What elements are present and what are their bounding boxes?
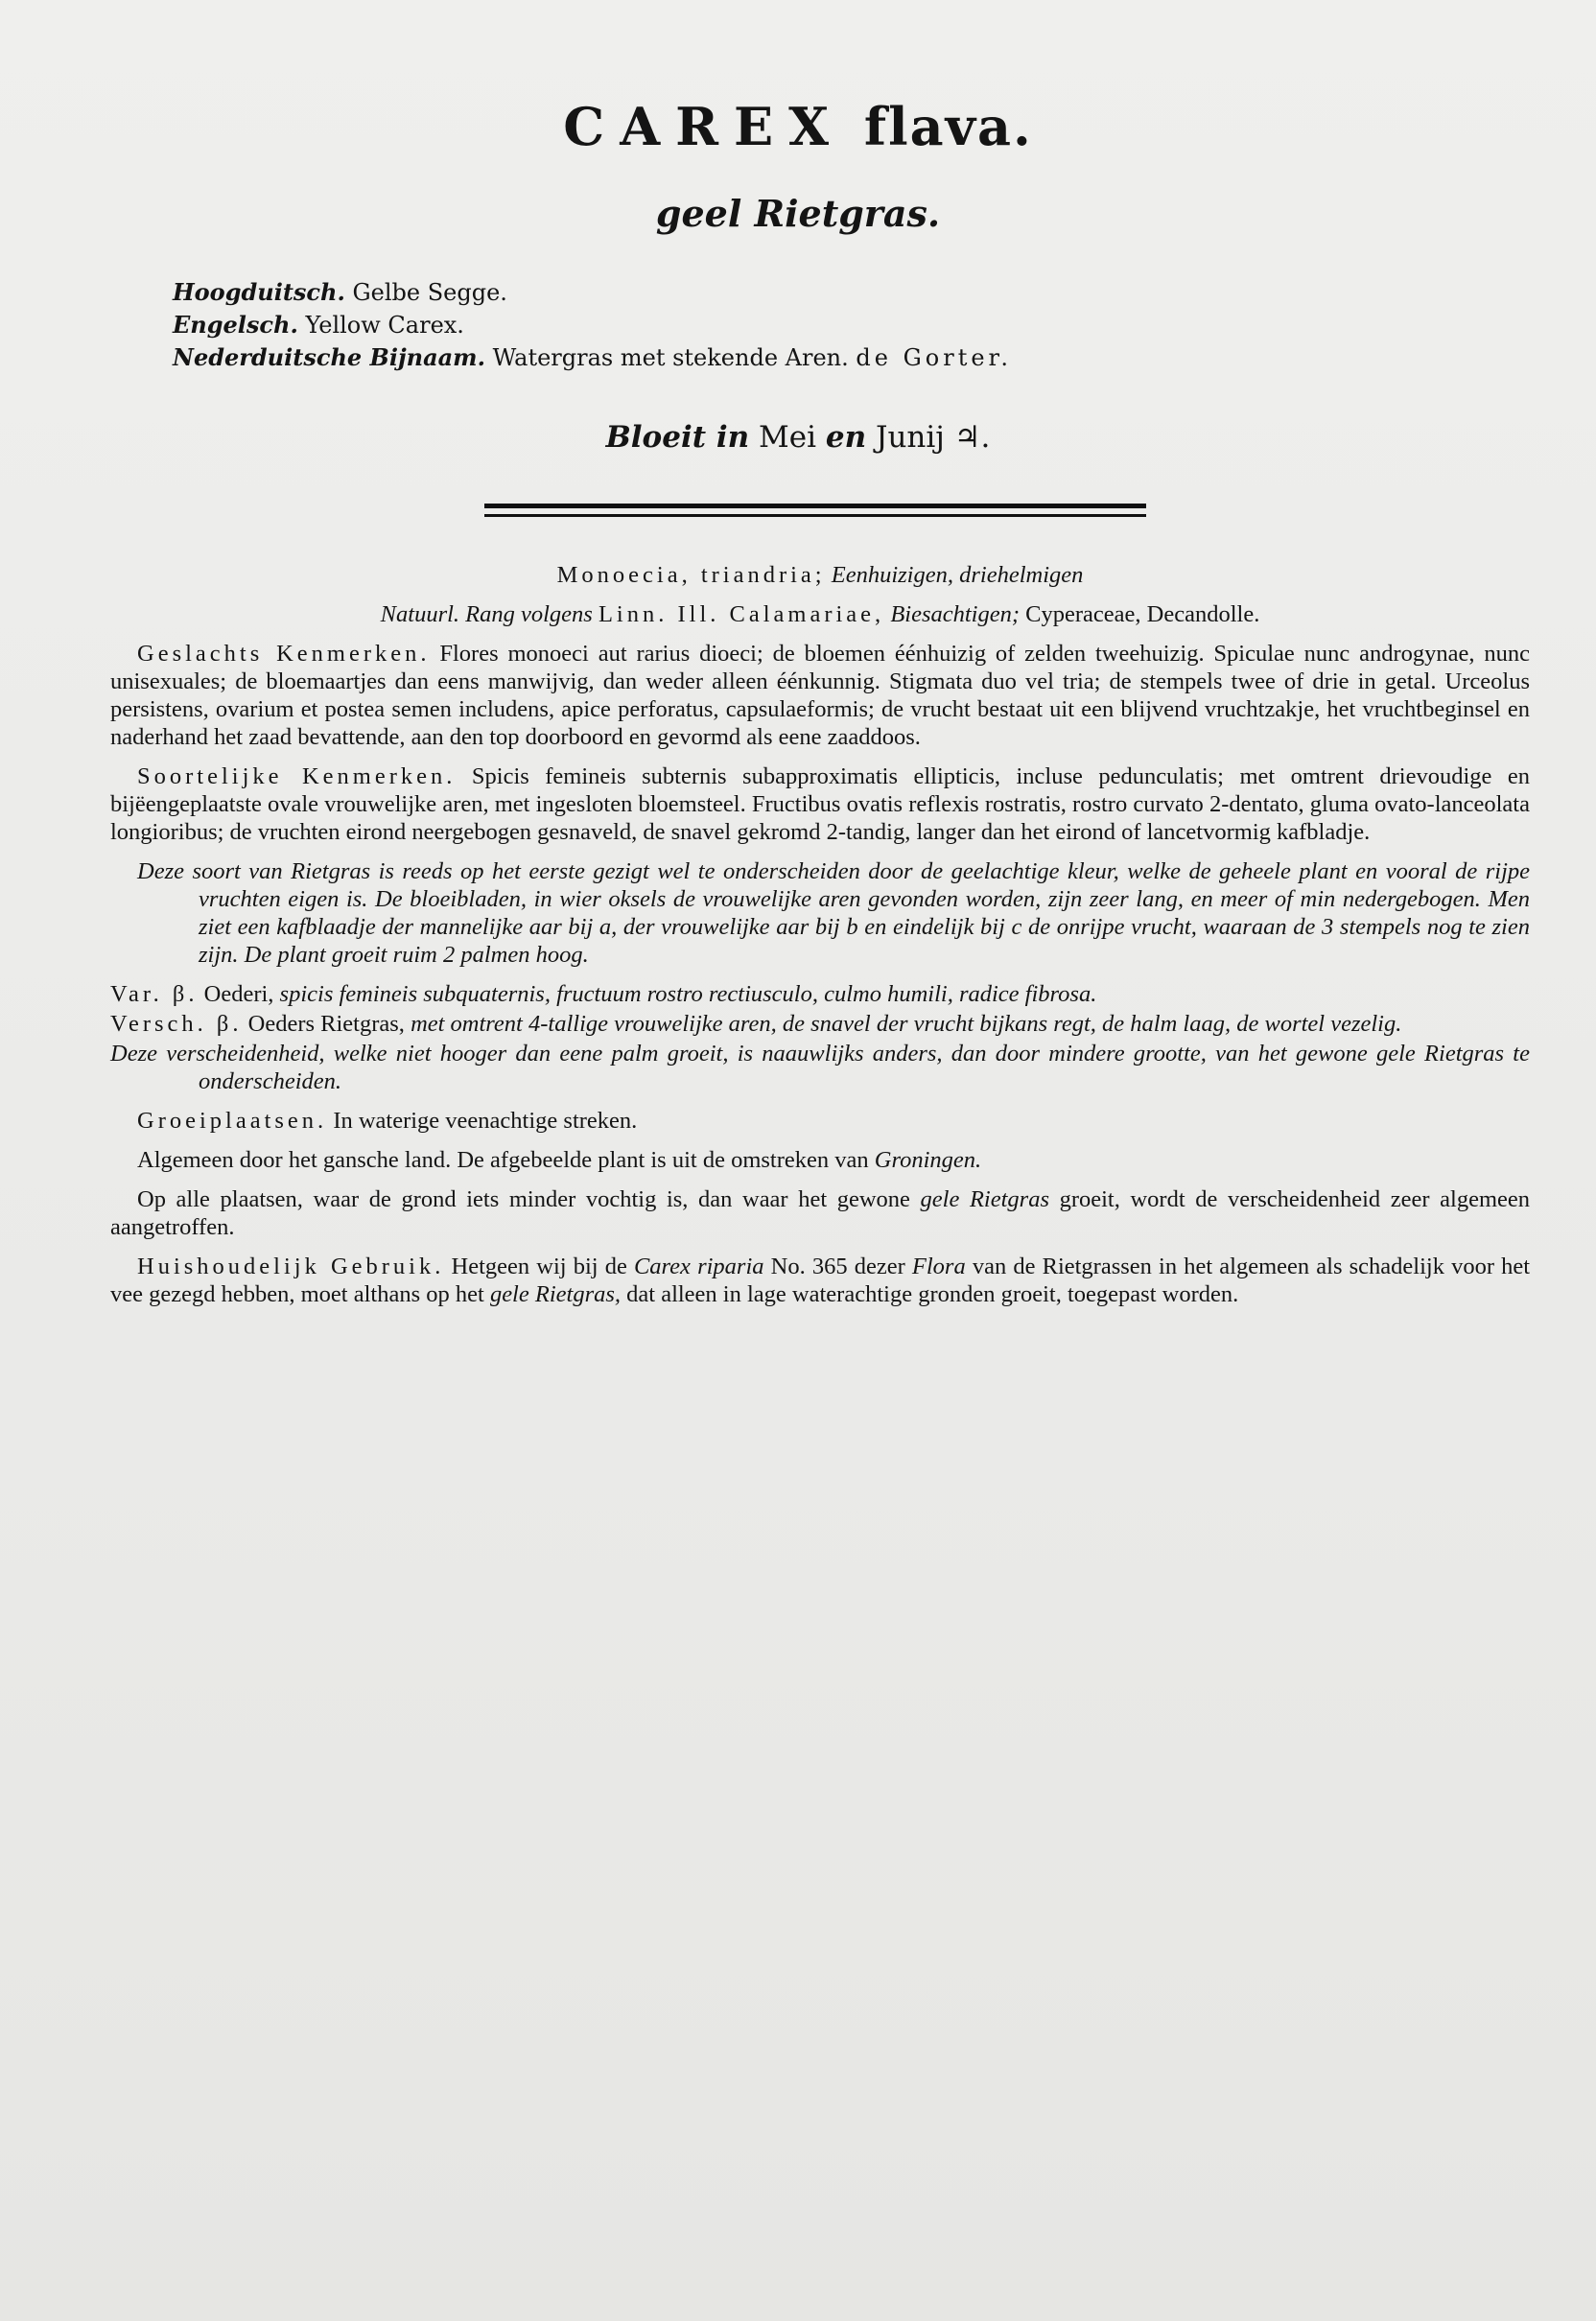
distribution: Algemeen door het gansche land. De afgebeelde plant is uit de omstreken van Groningen. [137,1147,982,1173]
divider-rule [484,504,1146,508]
variety-note: Deze verscheidenheid, welke niet hooger dan eene palm groeit, is naauwlijks anders, dan door mindere grootte, van het gewone gele Rietgras te onderscheiden. [110,1041,1530,1094]
vernacular-names [173,276,1012,374]
name-row [173,309,1012,341]
perennial-symbol: ♃. [953,420,991,455]
bloom-prefix: Bloeit in [605,420,750,455]
section-label: Geslachts Kenmerken. [137,641,431,667]
genus-characters: Geslachts Kenmerken. Flores monoeci aut rarius dioeci; de bloemen éénhuizig of zelden tweehuizig. Spiculae nunc androgynae, nunc unisexuales; de bloemaartjes dan eens manwijvig, dan weder alleen éénkunnig. Stigmata duo vel tria; de stempels twee of drie in getal. Urceolus persistens, ovarium et postea semen includens, apice perforatus, capsulaeformis; de vrucht bestaat uit een blijvend vruchtzakje, het vruchtbeginsel en naderhand het zaad bevattende, aan den top doorboord en gevormd als eene zaaddoos. [110,641,1531,750]
species-description: Deze soort van Rietgras is reeds op het eerste gezigt wel te onderscheiden door de geelachtige kleur, welke de geheele plant en vooral de rijpe vruchten eigen is. De bloeibladen, in wier oksels de vrouwelijke aren gevonden worden, zijn zeer lang, en meer of min nedergebogen. Men ziet een kafblaadje der mannelijke aar bij a, der vrouwelijke aar bij b en eindelijk bij c de onrijpe vrucht, waaraan de 3 stempels nog te zien zijn. De plant groeit ruim 2 palmen hoog. [137,858,1530,968]
language-label: Nederduitsche Bijnaam. [173,343,485,371]
genus-name: CAREX [563,96,845,157]
description-body [110,561,1530,1320]
classification-line-1: Monoecia, triandria; Eenhuizigen, driehelmigen [556,562,1084,588]
section-label: Groeiplaatsen. [137,1108,328,1134]
species-characters: Soortelijke Kenmerken. Spicis femineis subternis subapproximatis ellipticis, incluse pedunculatis; met omtrent drievoudige en bijëengeplaatste ovale vrouwelijke aren, met ingesloten bloemsteel. Fructibus ovatis reflexis rostratis, rostro curvato 2-dentato, gluma ovato-lanceolata longioribus; de vruchten eirond neergebogen gesnaveld, de snavel gekromd 2-tandig, langer dan het eirond of lancetvormig kafbladje. [110,763,1530,845]
author-name: de Gorter. [856,344,1013,371]
common-name: geel Rietgras. [655,192,941,235]
language-label: Engelsch. [173,311,298,339]
variety-latin: Var. β. Oederi, spicis femineis subquaternis, fructuum rostro rectiusculo, culmo humili, radice fibrosa. [110,981,1097,1007]
habitat: Groeiplaatsen. In waterige veenachtige streken. [137,1108,638,1134]
classification-line-2: Natuurl. Rang volgens Linn. Ill. Calamariae, Biesachtigen; Cyperaceae, Decandolle. [380,601,1260,627]
bloom-period [0,420,1596,455]
section-label: Huishoudelijk Gebruik. [137,1254,445,1279]
name-row [173,276,1012,309]
page-title [0,96,1596,157]
section-label: Soortelijke Kenmerken. [137,763,457,789]
divider-rule [484,514,1146,517]
bloom-month-2: Junij [876,420,945,455]
species-name: flava. [863,96,1033,157]
language-label: Hoogduitsch. [173,278,345,306]
variety-dutch: Versch. β. Oeders Rietgras, met omtrent 4-tallige vrouwelijke aren, de snavel der vrucht bijkans regt, de halm laag, de wortel vezelig. [110,1011,1402,1037]
economic-use: Huishoudelijk Gebruik. Hetgeen wij bij de Carex riparia No. 365 dezer Flora van de Rietgrassen in het algemeen als schadelijk voor het vee gezegd hebben, moet althans op het gele Rietgras, dat alleen in lage waterachtige gronden groeit, toegepast worden. [110,1254,1531,1307]
name-row [173,341,1012,374]
vernacular-name: Watergras met stekende Aren. [492,344,849,371]
vernacular-name: Gelbe Segge. [352,279,507,306]
bloom-and: en [825,420,867,455]
vernacular-name: Yellow Carex. [305,312,464,339]
bloom-month-1: Mei [759,420,817,455]
distribution-variety: Op alle plaatsen, waar de grond iets minder vochtig is, dan waar het gewone gele Rietgras groeit, wordt de verscheidenheid zeer algemeen aangetroffen. [110,1186,1530,1240]
